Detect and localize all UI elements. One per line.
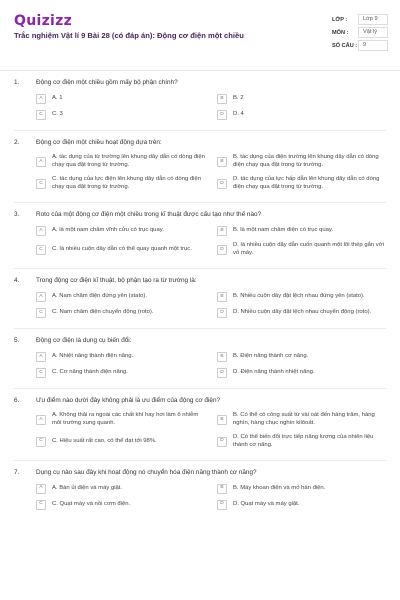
option-text: D. tác dụng của lực hấp dẫn lên khung dây dẫn có dòng điện chạy qua đặt trong từ trường. [233,175,380,190]
answer-option[interactable] [217,154,386,170]
option-key-box[interactable]: A [36,415,46,425]
option-key-box[interactable]: A [36,157,46,167]
meta-value: Vật lý [358,27,388,38]
answer-options [14,218,386,268]
option-text: B. 2 [233,95,244,102]
option-text: A. là một nam châm vĩnh cửu có trục quay. [52,226,164,233]
answer-option[interactable] [217,412,386,428]
question-text: Dụng cụ nào sau đây khi hoạt động nó chuyển hóa điện năng thành cơ năng? [36,468,257,476]
meta-row-count [332,39,388,52]
option-text: D. là nhiều cuộn dây dẫn cuốn quanh một lõi thép gắn với vỏ máy. [233,241,384,256]
option-text: C. Hiệu suất rất cao, có thể đạt tới 98%. [52,437,157,444]
answer-option[interactable] [217,308,386,318]
option-text: D. Có thể biến đổi trực tiếp năng lượng của nhiên liệu thành cơ năng. [233,433,374,448]
question-number: 3. [14,210,20,218]
option-text: B. Nhiều cuộn dây đặt lệch nhau đứng yên (stato). [233,292,365,299]
question-item [0,203,400,268]
option-text: D. Điện năng thành nhiệt năng. [233,368,315,375]
question-item [0,269,400,328]
question-line [14,131,386,146]
question-text: Roto của một động cơ điện một chiều trong kĩ thuật được cấu tạo như thế nào? [36,210,262,218]
option-key-box[interactable]: D [217,368,227,378]
option-text: B. Điện năng thành cơ năng. [233,352,309,359]
option-key-box[interactable]: C [36,437,46,447]
option-text: B. Máy khoan điện và mỏ hàn điện. [233,484,326,491]
answer-option[interactable] [36,484,205,494]
answer-option[interactable] [217,242,386,258]
option-text: D. Quạt máy và máy giặt. [233,500,300,507]
answer-options [14,284,386,328]
option-key-box[interactable]: C [36,308,46,318]
option-text: D. Nhiều cuộn dây đặt lệch nhau chuyển động (roto). [233,308,372,315]
answer-option[interactable] [217,226,386,236]
question-text: Động cơ điện là dụng cụ biến đổi: [36,336,132,344]
option-text: C. Nam châm điện chuyển động (roto). [52,308,154,315]
question-number: 2. [14,139,20,146]
answer-options [14,146,386,202]
option-text: A. Bàn ủi điện và máy giặt. [52,484,123,491]
answer-options [14,344,386,388]
question-text: Động cơ điện một chiều gồm mấy bộ phận chính? [36,79,178,86]
option-key-box[interactable]: D [217,437,227,447]
question-line [14,71,386,86]
meta-value: Lớp 9 [358,14,388,25]
answer-option[interactable] [36,110,205,120]
answer-option[interactable] [217,94,386,104]
option-key-box[interactable]: C [36,368,46,378]
answer-option[interactable] [36,176,205,192]
option-text: A. Nam châm điện đứng yên (stato). [52,292,147,299]
option-key-box[interactable]: A [36,226,46,236]
quiz-meta [332,13,388,52]
option-text: B. Có thể có công suất từ vài oát đến hàng trăm, hàng nghìn, hàng chục nghìn kilôoát. [233,411,375,426]
answer-option[interactable] [36,500,205,510]
answer-options [14,86,386,130]
answer-options [14,476,386,520]
question-item [0,131,400,202]
answer-option[interactable] [36,352,205,362]
question-text: Động cơ điện một chiều hoạt động dựa trên: [36,139,162,146]
meta-label: MÔN : [332,29,349,36]
quiz-header [0,0,400,62]
question-line [14,329,386,344]
meta-row-subject [332,26,388,39]
option-text: B. tác dụng của điện trường lên khung dây dẫn có dòng điện chạy qua đặt trong từ trường. [233,154,379,168]
answer-option[interactable] [36,94,205,104]
question-number: 5. [14,336,20,344]
answer-option[interactable] [36,434,205,450]
meta-label: SỐ CÂU : [332,42,358,49]
meta-label: LỚP : [332,16,348,23]
answer-option[interactable] [217,292,386,302]
option-key-box[interactable]: B [217,484,227,494]
option-text: A. Nhiệt năng thành điện năng. [52,352,134,359]
option-key-box[interactable]: B [217,292,227,302]
option-text: A. Không thải ra ngoài các chất khí hay hơi làm ô nhiễm môi trường xung quanh. [52,411,199,426]
option-key-box[interactable]: D [217,110,227,120]
option-key-box[interactable]: A [36,292,46,302]
question-number: 4. [14,276,20,284]
question-item [0,71,400,130]
question-line [14,389,386,404]
answer-option[interactable] [36,226,205,236]
meta-value: 9 [358,40,388,51]
quizizz-logo: Quizizz [14,13,73,29]
question-text: Ưu điểm nào dưới đây không phải là ưu điểm của động cơ điện? [36,396,221,404]
question-line [14,203,386,218]
answer-option[interactable] [36,368,205,378]
answer-option[interactable] [217,434,386,450]
option-key-box[interactable]: B [217,415,227,425]
option-key-box[interactable]: D [217,308,227,318]
question-item [0,329,400,388]
question-item [0,461,400,520]
option-key-box[interactable]: A [36,94,46,104]
option-key-box[interactable]: D [217,245,227,255]
option-key-box[interactable]: C [36,500,46,510]
option-text: A. tác dụng của từ trường lên khung dây dẫn có dòng điện chạy qua đặt trong từ trường. [52,154,205,168]
answer-option[interactable] [217,368,386,378]
answer-option[interactable] [36,412,205,428]
option-key-box[interactable]: A [36,352,46,362]
question-number: 1. [14,79,20,86]
option-key-box[interactable]: B [217,94,227,104]
option-text: C. Cơ năng thành điện năng. [52,368,128,375]
answer-options [14,404,386,460]
option-text: A. 1 [52,95,63,102]
option-key-box[interactable]: B [217,157,227,167]
question-number: 7. [14,468,20,476]
option-key-box[interactable]: C [36,245,46,255]
page-title: Trắc nghiệm Vật lí 9 Bài 28 (có đáp án): Động cơ điện một chiều [14,31,244,40]
question-line [14,461,386,476]
option-key-box[interactable]: C [36,110,46,120]
option-key-box[interactable]: B [217,352,227,362]
question-text: Trong động cơ điện kĩ thuật, bộ phận tạo ra từ trường là: [36,276,197,284]
option-text: C. tác dụng của lực điện lên khung dây dẫn có dòng điện chạy qua đặt trong từ trường. [52,175,202,190]
option-text: D. 4 [233,111,244,118]
option-text: C. Quạt máy và nồi cơm điện. [52,500,131,507]
option-key-box[interactable]: D [217,500,227,510]
answer-option[interactable] [36,292,205,302]
answer-option[interactable] [217,176,386,192]
question-line [14,269,386,284]
option-text: C. là nhiều cuộn dây dẫn có thể quay quanh một trục. [52,245,192,252]
answer-option[interactable] [217,352,386,362]
question-number: 6. [14,396,20,404]
answer-option[interactable] [36,242,205,258]
option-key-box[interactable]: C [36,179,46,189]
answer-option[interactable] [217,110,386,120]
question-list [0,71,400,520]
answer-option[interactable] [217,484,386,494]
answer-option[interactable] [36,154,205,170]
answer-option[interactable] [36,308,205,318]
question-item [0,389,400,460]
option-key-box[interactable]: D [217,179,227,189]
option-key-box[interactable]: B [217,226,227,236]
option-text: B. là một nam châm điện có trục quay. [233,226,334,233]
answer-option[interactable] [217,500,386,510]
option-key-box[interactable]: A [36,484,46,494]
option-text: C. 3 [52,111,63,118]
meta-row-class [332,13,388,26]
